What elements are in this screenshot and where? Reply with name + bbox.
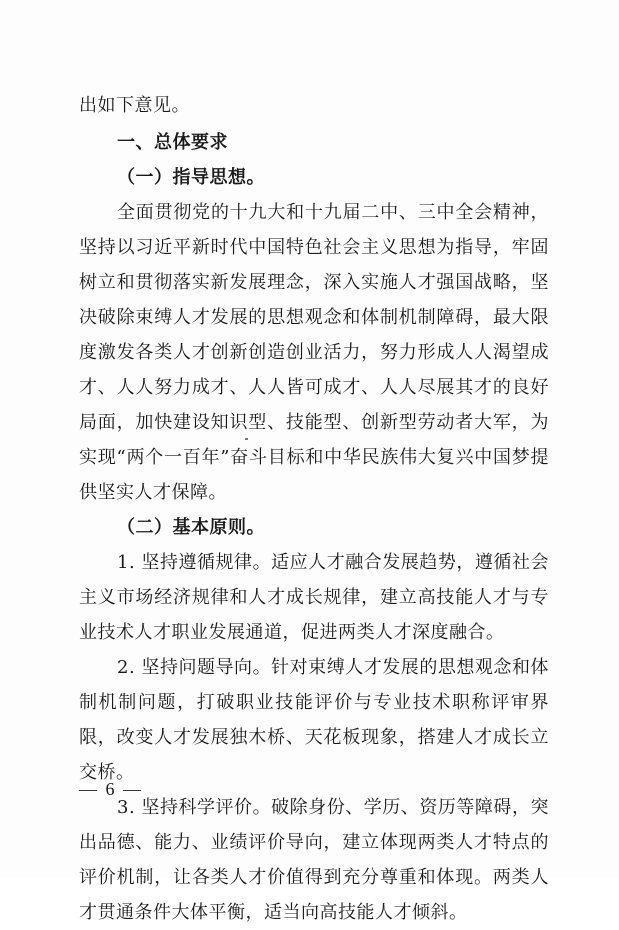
paragraph-principle-2: 2. 坚持问题导向。针对束缚人才发展的思想观念和体制机制问题，打破职业技能评价与专业技术职称评审界限，改变人才发展独木桥、天花板现象，搭建人才成长立交桥。 [79, 657, 549, 783]
section-heading: 一、总体要求 [117, 132, 228, 153]
subsection-heading-basic-principles: （二）基本原则。 [117, 517, 265, 538]
paragraph-principle-1: 1. 坚持遵循规律。适应人才融合发展趋势，遵循社会主义市场经济规律和人才成长规律，建立高技能人才与专业技术人才职业发展通道，促进两类人才深度融合。 [79, 552, 549, 643]
paragraph-continuation: 出如下意见。 [79, 95, 190, 116]
subsection-heading-guiding-ideology: （一）指导思想。 [117, 167, 265, 188]
paragraph-principle-3: 3. 坚持科学评价。破除身份、学历、资历等障碍，突出品德、能力、业绩评价导向，建立体现两类人才特点的评价机制，让各类人才价值得到充分尊重和体现。两类人才贯通条件大体平衡，适当向高技能人才倾斜。 [79, 797, 549, 923]
page-number: — 6 — [79, 779, 143, 799]
paragraph-guiding-ideology: 全面贯彻党的十九大和十九届二中、三中全会精神，坚持以习近平新时代中国特色社会主义思想为指导，牢固树立和贯彻落实新发展理念，深入实施人才强国战略，坚决破除束缚人才发展的思想观念和体制机制障碍，最大限度激发各类人才创新创造创业活力，努力形成人人渴望成才、人人努力成才、人人皆可成才、人人尽展其才的良好局面，加快建设知识型、技能型、创新型劳动者大军，为实现“两个一百年”奋斗目标和中华民族伟大复兴中国梦提供坚实人才保障。 [79, 202, 549, 503]
document-body [79, 88, 549, 930]
scan-speck [245, 438, 248, 440]
